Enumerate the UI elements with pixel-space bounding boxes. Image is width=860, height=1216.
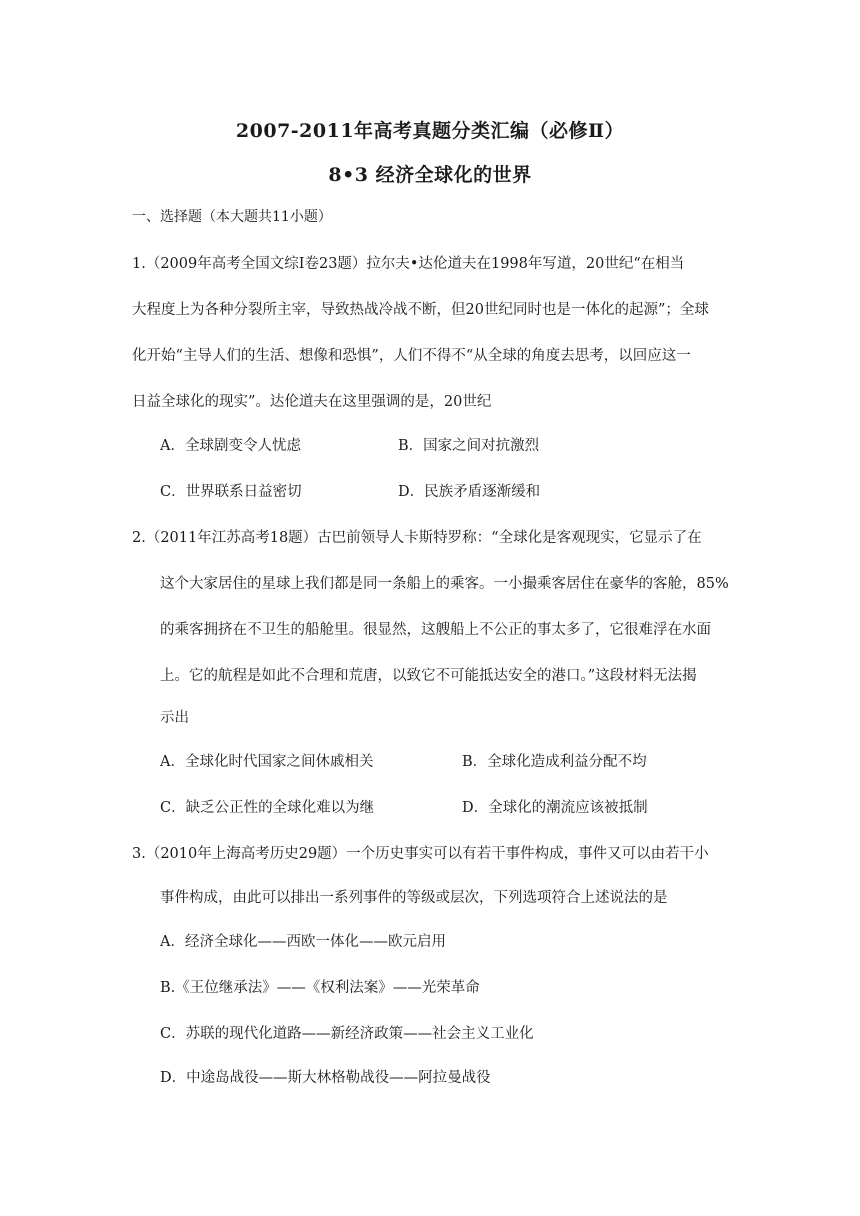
question-2-option-c: C．缺乏公正性的全球化难以为继	[160, 800, 375, 816]
question-1-option-d: D．民族矛盾逐渐缓和	[398, 484, 541, 500]
question-3-option-c: C．苏联的现代化道路——新经济政策——社会主义工业化	[160, 1026, 534, 1042]
question-2-line-3: 的乘客拥挤在不卫生的船舱里。很显然，这艘船上不公正的事太多了，它很难浮在水面	[160, 622, 711, 638]
question-3-option-b: B.《王位继承法》——《权利法案》——光荣革命	[160, 980, 480, 996]
question-1-line-4: 日益全球化的现实”。达伦道夫在这里强调的是，20世纪	[132, 394, 492, 410]
question-1-option-c: C．世界联系日益密切	[160, 484, 302, 500]
question-1-line-2: 大程度上为各种分裂所主宰，导致热战冷战不断，但20世纪同时也是一体化的起源”；全球	[132, 302, 709, 318]
question-1-option-b: B．国家之间对抗激烈	[398, 438, 540, 454]
document-subtitle: 8•3 经济全球化的世界	[328, 164, 532, 186]
question-3-option-a: A．经济全球化——西欧一体化——欧元启用	[160, 934, 446, 950]
question-1-line-3: 化开始“主导人们的生活、想像和恐惧”，人们不得不“从全球的角度去思考，以回应这一	[132, 348, 691, 364]
question-2-line-5: 示出	[160, 710, 189, 726]
document-title: 2007-2011年高考真题分类汇编（必修Ⅱ）	[235, 120, 625, 142]
question-1-line-1: 1.（2009年高考全国文综Ⅰ卷23题）拉尔夫•达伦道夫在1998年写道，20世纪“在相当	[132, 256, 685, 272]
question-2-option-b: B．全球化造成利益分配不均	[462, 754, 647, 770]
section-heading: 一、选择题（本大题共11小题）	[132, 209, 332, 225]
question-2-option-d: D．全球化的潮流应该被抵制	[462, 800, 648, 816]
question-2-line-4: 上。它的航程是如此不合理和荒唐，以致它不可能抵达安全的港口。”这段材料无法揭	[160, 668, 697, 684]
question-3-line-1: 3.（2010年上海高考历史29题）一个历史事实可以有若干事件构成，事件又可以由若干小	[132, 846, 709, 862]
question-2-line-1: 2.（2011年江苏高考18题）古巴前领导人卡斯特罗称：“全球化是客观现实，它显示了在	[132, 530, 702, 546]
question-1-option-a: A．全球剧变令人忧虑	[160, 438, 301, 454]
question-3-line-2: 事件构成，由此可以排出一系列事件的等级或层次，下列选项符合上述说法的是	[160, 890, 668, 906]
question-2-line-2: 这个大家居住的星球上我们都是同一条船上的乘客。一小撮乘客居住在豪华的客舱，85%	[160, 576, 729, 592]
question-2-option-a: A．全球化时代国家之间休戚相关	[160, 754, 374, 770]
question-3-option-d: D．中途岛战役——斯大林格勒战役——阿拉曼战役	[160, 1070, 491, 1086]
